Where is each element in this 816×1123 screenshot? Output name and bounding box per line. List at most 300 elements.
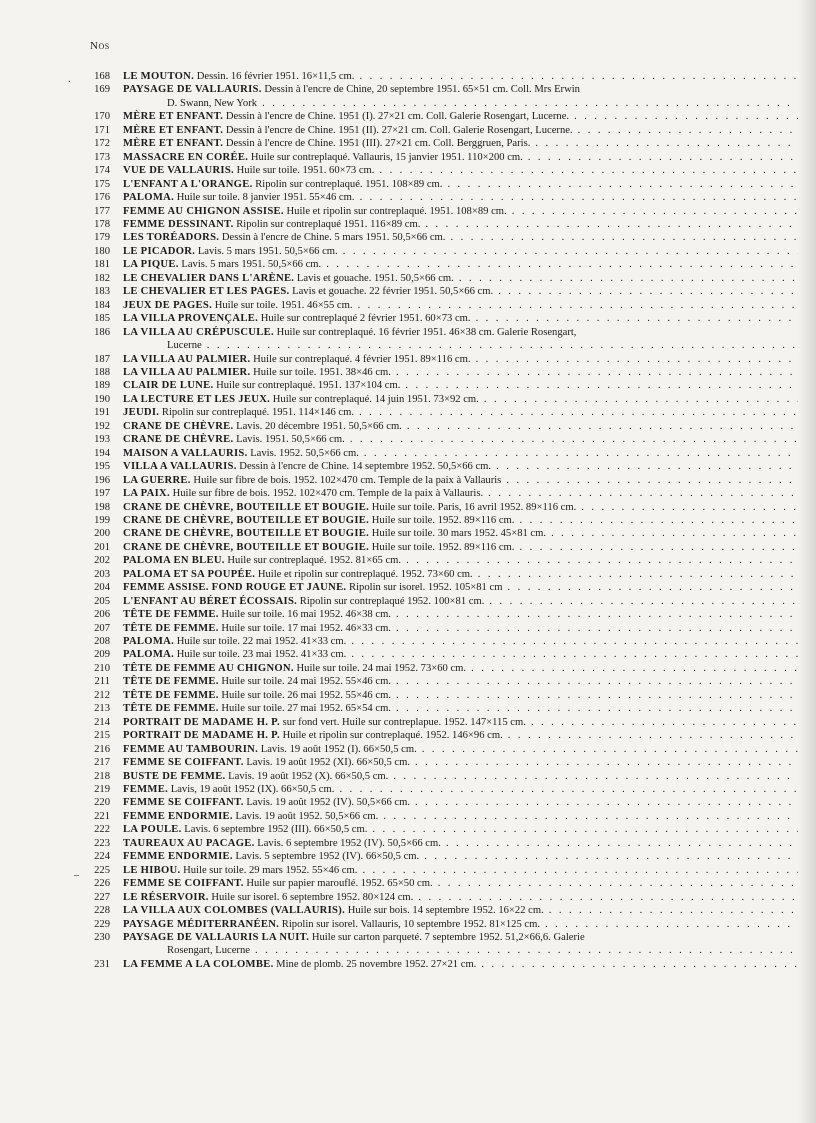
entry-title: LA POULE.: [123, 824, 182, 836]
catalogue-entry: [82, 83, 772, 110]
entry-description: Ripolin sur isorel. 1952. 105×81 cm: [349, 582, 503, 594]
catalogue-entry: [82, 191, 772, 204]
catalogue-entry: [82, 662, 772, 675]
entry-body: [123, 931, 816, 958]
entry-description: Huile sur toile. 8 janvier 1951. 55×46 cm.: [176, 192, 355, 204]
entry-description: Lavis. 19 août 1952 (X). 66×50,5 cm.: [228, 770, 389, 782]
entry-line: [123, 770, 816, 783]
entry-body: [123, 164, 816, 177]
entry-body: [123, 124, 816, 137]
entry-line: [123, 850, 816, 863]
entry-number: 219: [94, 784, 110, 796]
entry-line: [123, 110, 816, 123]
entry-description: Ripolin sur contreplaqué 1952. 100×81 cm.: [299, 595, 485, 607]
leader-dots: [391, 609, 816, 620]
entry-number: 213: [94, 703, 110, 715]
entry-body: [123, 70, 816, 83]
entry-description: Huile sur toile. Paris, 16 avril 1952. 89×116 cm.: [371, 501, 577, 513]
entry-number: 171: [94, 124, 110, 136]
entry-line: [123, 97, 816, 110]
catalogue-entry: [82, 474, 772, 487]
entry-description: Huile sur toile. 1951. 38×46 cm.: [253, 366, 391, 378]
leader-dots: [353, 300, 816, 311]
entry-number: 225: [94, 864, 110, 876]
entry-body: [123, 501, 816, 514]
entry-line: [123, 379, 816, 392]
entry-title: LA PAIX.: [123, 488, 170, 500]
entry-body: [123, 783, 816, 796]
leader-dots: [546, 528, 816, 539]
catalogue-entry: [82, 137, 772, 150]
leader-dots: [479, 394, 816, 405]
entry-title: FEMME ASSISE. FOND ROUGE ET JAUNE.: [123, 582, 347, 594]
entry-line: [123, 823, 816, 836]
entry-description: Dessin à l'encre de Chine. 1951 (III). 27×21 cm. Coll. Berggruen, Paris.: [225, 138, 531, 150]
leader-dots: [420, 219, 816, 230]
leader-dots: [334, 784, 816, 795]
entry-number: 231: [94, 958, 110, 970]
entry-number: 177: [94, 205, 110, 217]
entry-body: [123, 958, 816, 971]
catalogue-entry: [82, 218, 772, 231]
entry-title: JEUX DE PAGES.: [123, 299, 213, 311]
entry-description: Lavis. 6 septembre 1952 (IV). 50,5×66 cm.: [257, 837, 441, 849]
entry-body: [123, 810, 816, 823]
entry-line: [123, 353, 816, 366]
catalogue-entry: [82, 823, 772, 836]
entry-description: Lavis. 6 septembre 1952 (III). 66×50,5 cm.: [184, 824, 368, 836]
catalogue-entry: [82, 366, 772, 379]
entry-line: [123, 299, 816, 312]
entry-title: PALOMA ET SA POUPÉE.: [123, 568, 256, 580]
entry-body: [123, 433, 816, 446]
leader-dots: [502, 582, 816, 593]
entry-line: [123, 891, 816, 904]
entry-number: 227: [94, 891, 110, 903]
entry-title: LA LECTURE ET LES JEUX.: [123, 393, 271, 405]
leader-dots: [391, 703, 816, 714]
entry-title: LA VILLA AU PALMIER.: [123, 366, 251, 378]
margin-mark: _: [74, 866, 79, 877]
catalogue-entry: [82, 904, 772, 917]
entry-number: 169: [94, 84, 110, 96]
catalogue-entry: [82, 70, 772, 83]
entry-line: [123, 474, 816, 487]
entry-line: [123, 245, 816, 258]
entry-body: [123, 689, 816, 702]
entry-title: LE RÉSERVOIR.: [123, 891, 209, 903]
catalogue-entry: [82, 353, 772, 366]
entry-description: Lavis. 1951. 50,5×66 cm.: [236, 434, 345, 446]
catalogue-entry: [82, 231, 772, 244]
entry-number: 183: [94, 286, 110, 298]
leader-dots: [410, 757, 816, 768]
entry-number: 190: [94, 393, 110, 405]
entry-number: 186: [94, 326, 110, 338]
entry-description: Huile sur carton parqueté. 7 septembre 1952. 51,2×66,6. Galerie: [311, 932, 585, 943]
entry-description: Lavis. 19 août 1952 (I). 66×50,5 cm.: [260, 743, 417, 755]
catalogue-entry: [82, 716, 772, 729]
leader-dots: [530, 138, 816, 149]
entry-line: [123, 595, 816, 608]
entry-line: [123, 406, 816, 419]
entry-title: PORTRAIT DE MADAME H. P.: [123, 730, 280, 742]
catalogue-entry: [82, 770, 772, 783]
entry-body: [123, 702, 816, 715]
catalogue-entry: [82, 205, 772, 218]
entry-description: Lavis. 5 mars 1951. 50,5×66 cm.: [181, 259, 322, 271]
catalogue-entry: [82, 891, 772, 904]
entry-body: [123, 514, 816, 527]
entry-line: [123, 837, 816, 850]
entry-description: D. Swann, New York: [167, 97, 258, 109]
entry-description: Huile sur toile. 24 mai 1952. 55×46 cm.: [221, 676, 391, 688]
entry-number: 229: [94, 918, 110, 930]
entry-line: [123, 729, 816, 742]
entry-title: FEMME AU CHIGNON ASSISE.: [123, 205, 284, 217]
catalogue-entry: [82, 608, 772, 621]
entry-line: [123, 796, 816, 809]
entry-line: [123, 635, 816, 648]
margin-mark: .: [68, 74, 71, 85]
entry-title: TÊTE DE FEMME.: [123, 676, 219, 688]
entry-title: LA FEMME A LA COLOMBE.: [123, 958, 274, 970]
entry-line: [123, 205, 816, 218]
catalogue-entry: [82, 810, 772, 823]
entry-line: [123, 191, 816, 204]
entry-body: [123, 608, 816, 621]
catalogue-entry: [82, 958, 772, 971]
column-header: Nos: [90, 40, 110, 52]
leader-dots: [441, 838, 816, 849]
entry-number: 181: [94, 259, 110, 271]
catalogue-entry: [82, 554, 772, 567]
entry-number: 194: [94, 447, 110, 459]
leader-dots: [471, 313, 816, 324]
catalogue-entry: [82, 729, 772, 742]
entry-title: LE CHEVALIER DANS L'ARÈNE.: [123, 272, 295, 284]
entry-body: [123, 218, 816, 231]
entry-body: [123, 231, 816, 244]
entry-description: Lavis. 19 août 1952 (IV). 50,5×66 cm.: [246, 797, 410, 809]
entry-line: [123, 743, 816, 756]
leader-dots: [257, 98, 816, 109]
entry-title: LA PIQUE.: [123, 259, 179, 271]
entry-line: [123, 756, 816, 769]
entry-body: [123, 581, 816, 594]
entry-number: 220: [94, 797, 110, 809]
entry-number: 226: [94, 878, 110, 890]
entry-body: [123, 743, 816, 756]
entry-description: Huile sur toile. 1951. 46×55 cm.: [214, 299, 353, 311]
entry-number: 175: [94, 178, 110, 190]
entry-line: [123, 433, 816, 446]
entry-title: TÊTE DE FEMME.: [123, 622, 219, 634]
entry-body: [123, 595, 816, 608]
entry-description: Ripolin sur contreplaqué. 1951. 114×146 cm.: [161, 407, 355, 419]
entry-line: [123, 124, 816, 137]
entry-body: [123, 796, 816, 809]
entry-line: [123, 716, 816, 729]
leader-dots: [544, 905, 816, 916]
entry-number: 203: [94, 568, 110, 580]
entry-line: [123, 420, 816, 433]
entry-body: [123, 541, 816, 554]
entry-description: Huile sur isorel. 6 septembre 1952. 80×124 cm.: [211, 891, 414, 903]
entry-description: Huile sur contreplaqué. 14 juin 1951. 73×92 cm.: [272, 393, 479, 405]
entry-title: CRANE DE CHÈVRE, BOUTEILLE ET BOUGIE.: [123, 514, 370, 526]
entry-description: Lavis. 1952. 50,5×66 cm.: [250, 447, 359, 459]
entry-line: [123, 83, 816, 96]
leader-dots: [569, 111, 816, 122]
entry-description: Huile sur contreplaqué. 1951. 137×104 cm.: [216, 380, 401, 392]
entry-line: [123, 554, 816, 567]
entry-body: [123, 877, 816, 890]
leader-dots: [483, 488, 816, 499]
entry-description: Lavis. 19 août 1952 (XI). 66×50,5 cm.: [246, 757, 410, 769]
catalogue-entry: [82, 837, 772, 850]
entry-body: [123, 406, 816, 419]
leader-dots: [473, 569, 816, 580]
entry-number: 172: [94, 138, 110, 150]
entry-title: FEMME ENDORMIE.: [123, 810, 233, 822]
entry-description: Huile sur toile. 17 mai 1952. 46×33 cm.: [221, 622, 391, 634]
leader-dots: [493, 286, 816, 297]
leader-dots: [354, 407, 816, 418]
entry-description: Huile sur toile. 1951. 60×73 cm.: [236, 165, 375, 177]
catalogue-entry: [82, 702, 772, 715]
entry-body: [123, 110, 816, 123]
entry-description: Lavis, 19 août 1952 (IX). 66×50,5 cm.: [170, 784, 335, 796]
entry-body: [123, 326, 816, 353]
entry-description: Huile et ripolin sur contreplaqué. 1952. 73×60 cm.: [257, 568, 473, 580]
entry-title: PALOMA.: [123, 636, 175, 648]
leader-dots: [413, 892, 816, 903]
entry-number: 184: [94, 299, 110, 311]
entry-title: PAYSAGE DE VALLAURIS.: [123, 84, 262, 96]
leader-dots: [346, 636, 816, 647]
entry-number: 230: [94, 932, 110, 943]
entry-description: Huile sur toile. 29 mars 1952. 55×46 cm.: [183, 864, 358, 876]
entry-description: Lavis. 5 septembre 1952 (IV). 66×50,5 cm.: [235, 851, 420, 863]
entry-body: [123, 904, 816, 917]
catalogue-entry: [82, 420, 772, 433]
entry-number: 174: [94, 165, 110, 177]
entry-title: MASSACRE EN CORÉE.: [123, 151, 249, 163]
entry-description: Huile sur toile. 22 mai 1952. 41×33 cm.: [176, 636, 347, 648]
entry-description: Huile sur papier marouflé. 1952. 65×50 cm.: [246, 878, 433, 890]
entry-description: Dessin à l'encre de Chine. 1951 (I). 27×21 cm. Coll. Galerie Rosengart, Lucerne.: [225, 111, 570, 123]
entry-description: Huile sur contreplaqué. 16 février 1951. 46×38 cm. Galerie Rosengart,: [276, 326, 577, 338]
entry-line: [123, 218, 816, 231]
entry-body: [123, 191, 816, 204]
catalogue-entry: [82, 864, 772, 877]
entry-line: [123, 810, 816, 823]
catalogue-entry: [82, 406, 772, 419]
entry-title: L'ENFANT A L'ORANGE.: [123, 178, 253, 190]
leader-dots: [573, 125, 816, 136]
entry-number: 200: [94, 528, 110, 540]
entry-number: 222: [94, 824, 110, 836]
leader-dots: [359, 448, 816, 459]
entry-line: [123, 581, 816, 594]
catalogue-entry: [82, 393, 772, 406]
entry-body: [123, 554, 816, 567]
leader-dots: [391, 690, 816, 701]
entry-description: Huile sur bois. 14 septembre 1952. 16×22 cm.: [347, 905, 544, 917]
entry-title: FEMME DESSINANT.: [123, 218, 234, 230]
entry-line: [123, 702, 816, 715]
entry-title: LA VILLA AU CRÉPUSCULE.: [123, 326, 274, 338]
catalogue-entry: [82, 326, 772, 353]
leader-dots: [466, 663, 816, 674]
entry-description: Huile sur contreplaqué 2 février 1951. 60×73 cm.: [260, 313, 471, 325]
entry-body: [123, 272, 816, 285]
entry-description: Lavis. 5 mars 1951. 50,5×66 cm.: [197, 245, 338, 257]
entry-line: [123, 285, 816, 298]
entry-title: LE CHEVALIER ET LES PAGES.: [123, 286, 290, 298]
catalogue-entry: [82, 648, 772, 661]
entry-line: [123, 904, 816, 917]
entry-description: Ripolin sur isorel. Vallauris, 10 septembre 1952. 81×125 cm.: [281, 918, 541, 930]
catalogue-entry: [82, 312, 772, 325]
entry-body: [123, 716, 816, 729]
catalogue-entry: [82, 877, 772, 890]
entry-body: [123, 353, 816, 366]
entry-line: [123, 178, 816, 191]
entry-number: 178: [94, 218, 110, 230]
entry-title: PALOMA.: [123, 192, 175, 204]
catalogue-entry: [82, 299, 772, 312]
entry-title: CLAIR DE LUNE.: [123, 380, 214, 392]
leader-dots: [442, 179, 816, 190]
entry-number: 185: [94, 313, 110, 325]
entry-line: [123, 662, 816, 675]
entry-number: 218: [94, 770, 110, 782]
leader-dots: [202, 340, 816, 351]
entry-line: [123, 877, 816, 890]
entry-title: MÈRE ET ENFANT.: [123, 124, 224, 136]
entry-number: 202: [94, 555, 110, 567]
leader-dots: [507, 206, 816, 217]
leader-dots: [523, 152, 816, 163]
entry-line: [123, 689, 816, 702]
leader-dots: [321, 259, 816, 270]
entry-body: [123, 285, 816, 298]
entry-title: FEMME SE COIFFANT.: [123, 797, 244, 809]
entry-title: FEMME ENDORMIE.: [123, 851, 233, 863]
catalogue-entry: [82, 635, 772, 648]
catalogue-entry: [82, 124, 772, 137]
entry-number: 197: [94, 488, 110, 500]
leader-dots: [417, 744, 816, 755]
leader-dots: [419, 851, 816, 862]
catalogue-entry: [82, 285, 772, 298]
entry-line: [123, 70, 816, 83]
entry-number: 168: [94, 71, 110, 82]
entry-title: LE MOUTON.: [123, 71, 195, 82]
leader-dots: [402, 421, 816, 432]
entry-title: MÈRE ET ENFANT.: [123, 138, 224, 150]
entry-description: Ripolin sur contreplaqué. 1951. 108×89 cm.: [255, 178, 443, 190]
entry-number: 216: [94, 743, 110, 755]
entry-body: [123, 151, 816, 164]
entry-description: Dessin à l'encre de Chine. 1951 (II). 27×21 cm. Coll. Galerie Rosengart, Lucerne.: [225, 124, 573, 136]
entry-description: Huile sur toile. 26 mai 1952. 55×46 cm.: [221, 689, 391, 701]
entry-body: [123, 527, 816, 540]
entry-number: 215: [94, 730, 110, 742]
entry-number: 189: [94, 380, 110, 392]
entry-body: [123, 393, 816, 406]
entry-body: [123, 366, 816, 379]
entry-line: [123, 339, 816, 352]
entry-line: [123, 568, 816, 581]
entry-number: 212: [94, 689, 110, 701]
entry-line: [123, 326, 816, 339]
entry-body: [123, 770, 816, 783]
leader-dots: [391, 676, 816, 687]
catalogue-entry: [82, 447, 772, 460]
entry-description: Huile sur toile. 23 mai 1952. 41×33 cm.: [176, 649, 347, 661]
catalogue-entry: [82, 379, 772, 392]
catalogue-entry: [82, 756, 772, 769]
entry-description: Huile et ripolin sur contreplaqué. 1952. 146×96 cm.: [282, 730, 503, 742]
entry-title: CRANE DE CHÈVRE, BOUTEILLE ET BOUGIE.: [123, 528, 370, 540]
leader-dots: [514, 542, 816, 553]
entry-description: Huile sur toile. 1952. 89×116 cm.: [371, 514, 515, 526]
entry-body: [123, 675, 816, 688]
entry-number: 182: [94, 272, 110, 284]
catalogue-entry: [82, 501, 772, 514]
entry-line: [123, 366, 816, 379]
entry-description: Dessin. 16 février 1951. 16×11,5 cm.: [196, 71, 355, 82]
leader-dots: [503, 730, 816, 741]
leader-dots: [471, 354, 816, 365]
entry-title: LES TORÉADORS.: [123, 232, 220, 244]
entry-line: [123, 622, 816, 635]
entry-description: Huile sur contreplaqué. Vallauris, 15 janvier 1951. 110×200 cm.: [250, 151, 523, 163]
catalogue-entry: [82, 743, 772, 756]
entry-line: [123, 312, 816, 325]
entry-line: [123, 675, 816, 688]
catalogue-entry: [82, 850, 772, 863]
catalogue-entry: [82, 783, 772, 796]
entry-body: [123, 447, 816, 460]
entry-body: [123, 312, 816, 325]
leader-dots: [346, 649, 816, 660]
catalogue-entry: [82, 689, 772, 702]
entry-title: TAUREAUX AU PACAGE.: [123, 837, 255, 849]
entry-line: [123, 137, 816, 150]
entry-number: 195: [94, 461, 110, 473]
catalogue-entry: [82, 568, 772, 581]
entry-title: TÊTE DE FEMME AU CHIGNON.: [123, 662, 294, 674]
entry-title: VILLA A VALLAURIS.: [123, 461, 237, 473]
entry-body: [123, 178, 816, 191]
leader-dots: [391, 367, 816, 378]
entry-title: LA VILLA AUX COLOMBES (VALLAURIS).: [123, 905, 346, 917]
entry-title: FEMME AU TAMBOURIN.: [123, 743, 259, 755]
leader-dots: [357, 865, 816, 876]
entry-body: [123, 837, 816, 850]
catalogue-entry: [82, 178, 772, 191]
catalogue-entry: [82, 541, 772, 554]
entry-title: CRANE DE CHÈVRE.: [123, 420, 234, 432]
leader-dots: [388, 771, 816, 782]
catalogue-entry: [82, 433, 772, 446]
entry-body: [123, 622, 816, 635]
entry-description: Huile sur toile. 1952. 89×116 cm.: [371, 541, 515, 553]
